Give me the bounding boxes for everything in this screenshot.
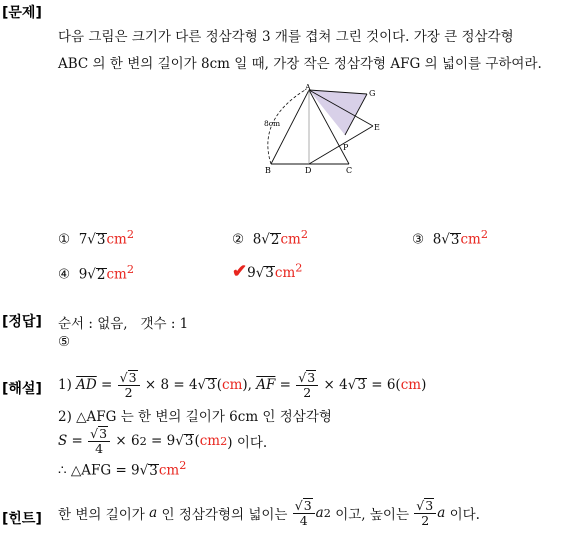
shaded-triangle-afg xyxy=(309,90,367,135)
hint-part-2: 인 정삼각형의 넓이는 xyxy=(161,507,288,523)
step-1-unit: cm xyxy=(222,377,243,393)
choice-1-mark: ① xyxy=(58,231,71,248)
choice-5-coef: 9 xyxy=(247,265,256,281)
choice-3[interactable]: ③ $8√3cm^2$ xyxy=(412,228,489,248)
step-3-unit: cm xyxy=(199,433,221,449)
hint-var-a: a xyxy=(149,505,158,521)
answer-order: 순서 : 없음, xyxy=(58,316,128,332)
step-3-result: = 9 xyxy=(151,433,176,449)
answer-count: 갯수 : 1 xyxy=(140,316,189,332)
problem-line-1: 다음 그림은 크기가 다른 정삼각형 3 개를 겹쳐 그린 것이다. 가장 큰 정삼각형 xyxy=(58,29,514,45)
segment-ad: $\overline{AD}$ xyxy=(76,377,97,393)
choice-4-mark: ④ xyxy=(58,266,71,283)
hint-part-1: 한 변의 길이가 xyxy=(58,507,145,523)
step-1-mid: × 8 = 4 xyxy=(144,377,198,393)
step-1-radicand-2: 3 xyxy=(357,377,366,393)
label-a: A xyxy=(305,83,311,92)
choice-1-coef: 7 xyxy=(78,231,88,248)
choice-5-unit: cm xyxy=(274,265,296,281)
step-1-mid-2: × 4 xyxy=(323,377,348,393)
answer-meta xyxy=(58,312,188,332)
choice-2-mark: ② xyxy=(232,231,245,248)
solution-step-1: 1) $\overline{AD}$ = $\frac{√3}{2}$ × 8 = 4 √ 3 ( cm ), $\overline{AF}$ = $\frac{√3}{2}$ × 4 √ 3 = 6( cm ) xyxy=(58,370,427,400)
step-1-num: 1) xyxy=(58,377,72,393)
choice-4-unit: cm xyxy=(106,266,127,283)
step-4-unit: cm xyxy=(158,462,180,479)
segment-af: $\overline{AF}$ xyxy=(256,377,276,393)
step-3-s: S xyxy=(58,433,68,449)
hint-label: [힌트] xyxy=(2,511,42,527)
choice-3-exp: 2 xyxy=(480,228,489,241)
label-e: E xyxy=(374,123,380,132)
check-icon: ✔ xyxy=(232,261,248,282)
answer-value: ⑤ xyxy=(58,334,71,350)
choice-3-coef: 8 xyxy=(432,231,442,248)
choice-2-coef: 8 xyxy=(252,231,262,248)
solution-step-2: 2) △AFG 는 한 변의 길이가 6cm 인 정삼각형 xyxy=(58,409,332,425)
choice-1-radicand: 3 xyxy=(96,231,106,248)
choice-4[interactable]: ④ $9√2cm^2$ xyxy=(58,263,135,283)
choice-5[interactable]: $✔9√3cm^2$ xyxy=(232,261,303,282)
solution-step-3: S = $\frac{√3}{4}$ × 6 2 = 9 √ 3 ( cm 2 ) 이다. xyxy=(58,426,268,456)
choice-5-exp: 2 xyxy=(295,261,303,275)
label-length: 8cm xyxy=(264,119,281,128)
fraction-sqrt3-over-4: $\frac{√3}{4}$ xyxy=(88,426,110,456)
step-4-text: ∴ △AFG = 9 xyxy=(58,462,140,479)
hint-fraction-area: $\frac{√3}{4}$ xyxy=(293,498,315,528)
problem-label: [문제] xyxy=(2,5,42,21)
step-1-unit-2: cm xyxy=(400,377,422,393)
answer-label: [정답] xyxy=(2,314,42,330)
choice-3-unit: cm xyxy=(460,231,481,248)
choice-2-radicand: 2 xyxy=(270,231,280,248)
hint-fraction-height: $\frac{√3}{2}$ xyxy=(414,498,436,528)
choice-2-unit: cm xyxy=(280,231,301,248)
choice-3-radicand: 3 xyxy=(450,231,460,248)
choice-4-coef: 9 xyxy=(78,266,88,283)
hint-text: 한 변의 길이가 a 인 정삼각형의 넓이는 $\frac{√3}{4}$ a 2 이고, 높이는 $\frac{√3}{2}$ a 이다. xyxy=(58,498,480,528)
label-b: B xyxy=(265,166,271,175)
choice-1-exp: 2 xyxy=(126,228,135,241)
choice-5-radicand: 3 xyxy=(265,265,274,281)
fraction-sqrt3-over-2: $\frac{√3}{2}$ xyxy=(118,370,140,400)
step-1-radicand-1: 3 xyxy=(207,377,216,393)
label-g: G xyxy=(369,89,376,98)
problem-line-2: ABC 의 한 변의 길이가 8cm 일 때, 가장 작은 정삼각형 AFG 의 넓이를 구하여라. xyxy=(58,56,542,72)
choice-1[interactable]: ① $7√3cm^2$ xyxy=(58,228,135,248)
step-1-result: = 6( xyxy=(371,377,401,393)
choice-4-exp: 2 xyxy=(126,263,135,276)
hint-part-4: 이다. xyxy=(449,507,480,523)
choice-1-unit: cm xyxy=(106,231,127,248)
choice-2[interactable]: ② $8√2cm^2$ xyxy=(232,228,309,248)
solution-step-4: ∴ △AFG = $9√3cm^2$ xyxy=(58,459,187,479)
fraction-sqrt3-over-2-b: $\frac{√3}{2}$ xyxy=(296,370,318,400)
triangle-figure xyxy=(255,80,395,180)
choice-3-mark: ③ xyxy=(412,231,425,248)
hint-part-3: 이고, 높이는 xyxy=(335,507,409,523)
label-p: P xyxy=(343,143,349,152)
label-c: C xyxy=(346,166,353,175)
label-d: D xyxy=(305,166,312,175)
step-3-mid: × 6 xyxy=(115,433,140,449)
step-4-radicand: 3 xyxy=(149,462,158,479)
choice-4-radicand: 2 xyxy=(96,266,106,283)
step-3-radicand: 3 xyxy=(184,433,194,449)
choice-2-exp: 2 xyxy=(300,228,309,241)
step-3-tail: ) 이다. xyxy=(227,435,268,451)
solution-label: [해설] xyxy=(2,381,42,397)
